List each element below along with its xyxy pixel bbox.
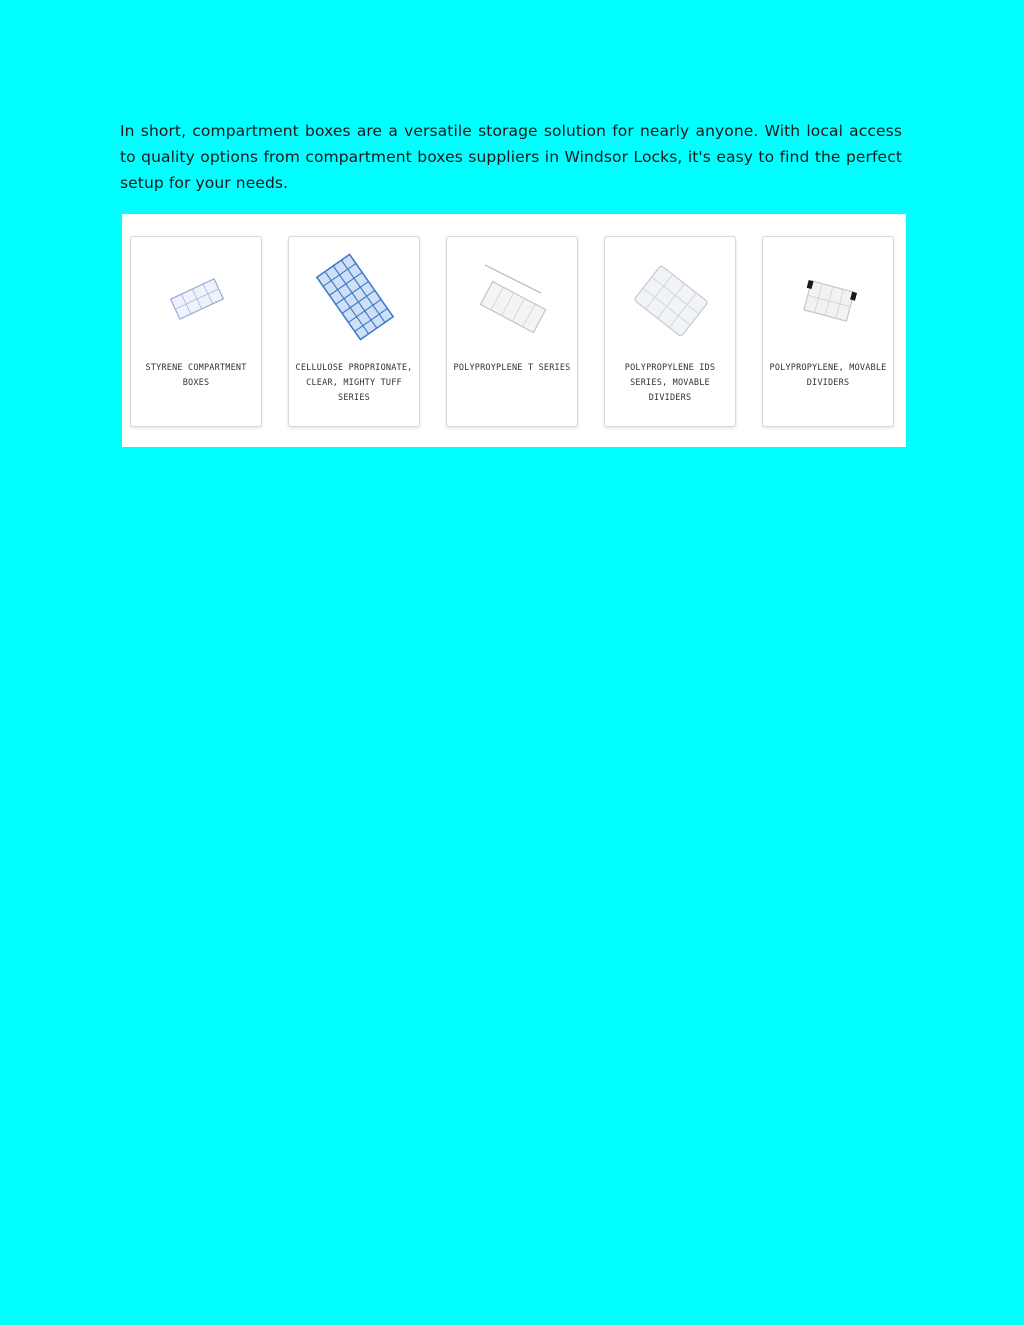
product-label: STYRENE COMPARTMENT BOXES: [145, 363, 247, 388]
product-card-polypropylene-movable[interactable]: [762, 236, 894, 427]
polypropylene-ids-box-image: [621, 249, 721, 349]
cellulose-compartment-box-image: [305, 249, 405, 349]
product-label: POLYPROPYLENE, MOVABLE DIVIDERS: [769, 363, 887, 388]
polypropylene-movable-dividers-box-image: [779, 249, 879, 349]
product-label: POLYPROYPLENE T SERIES: [453, 363, 571, 373]
product-label: CELLULOSE PROPRIONATE, CLEAR, MIGHTY TUFF SERIES: [295, 363, 413, 403]
polypropylene-t-series-box-image: [463, 249, 563, 349]
product-card-polypropylene-t[interactable]: [446, 236, 578, 427]
product-strip: [122, 214, 906, 447]
product-card-styrene[interactable]: [130, 236, 262, 427]
styrene-compartment-box-image: [147, 249, 247, 349]
body-paragraph: In short, compartment boxes are a versatile storage solution for nearly anyone. With local access to quality options from compartment boxes suppliers in Windsor Locks, it's easy to find the perfect setup for your needs.: [120, 122, 902, 192]
product-card-cellulose[interactable]: [288, 236, 420, 427]
product-label: POLYPROPYLENE IDS SERIES, MOVABLE DIVIDERS: [624, 363, 716, 403]
product-card-polypropylene-ids[interactable]: [604, 236, 736, 427]
